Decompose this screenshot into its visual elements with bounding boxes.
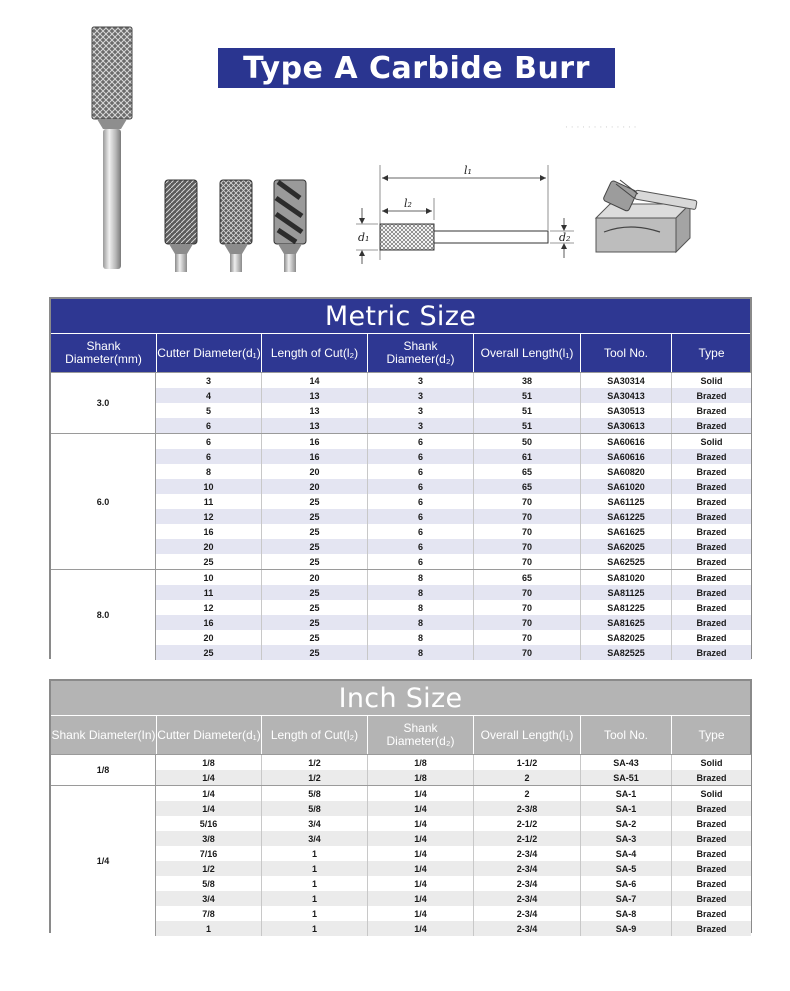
table-cell: 16 — [203, 617, 214, 628]
table-cell: 13 — [261, 418, 367, 433]
inch-table-body — [51, 754, 750, 936]
table-cell: 2-3/4 — [473, 906, 580, 921]
table-cell: 8 — [367, 570, 473, 585]
table-cell: 3 — [367, 373, 473, 388]
table-cell: 1 — [261, 921, 367, 936]
table-cell: 1/4 — [367, 906, 473, 921]
table-cell: 70 — [473, 585, 580, 600]
table-row — [156, 464, 751, 479]
table-cell: 8 — [367, 615, 473, 630]
label-d2: d₂ — [559, 231, 571, 244]
table-cell: 5/16 — [199, 818, 218, 829]
table-cell: 51 — [473, 418, 580, 433]
table-cell: Brazed — [671, 570, 751, 585]
table-cell: 5/8 — [261, 801, 367, 816]
table-cell: 51 — [473, 403, 580, 418]
table-cell: 8 — [367, 630, 473, 645]
table-cell: Brazed — [671, 524, 751, 539]
table-cell: 8 — [367, 600, 473, 615]
header-cell: Length of Cut(l₂) — [261, 716, 367, 754]
table-cell: 13 — [261, 403, 367, 418]
table-cell: Solid — [671, 434, 751, 449]
table-row — [156, 645, 751, 660]
table-cell: 70 — [473, 600, 580, 615]
row-group — [156, 372, 751, 433]
table-cell: 20 — [203, 541, 214, 552]
table-cell: 13 — [261, 388, 367, 403]
table-row — [156, 876, 751, 891]
table-cell: 3 — [367, 403, 473, 418]
table-cell: 25 — [261, 509, 367, 524]
table-cell: SA81225 — [580, 600, 671, 615]
table-cell: Brazed — [671, 554, 751, 569]
metric-header-row — [51, 333, 750, 372]
table-cell: 25 — [261, 494, 367, 509]
table-cell: SA61625 — [580, 524, 671, 539]
table-cell: 1/2 — [261, 770, 367, 785]
table-cell: 25 — [203, 647, 214, 658]
table-cell: 20 — [261, 479, 367, 494]
label-d1: d₁ — [358, 231, 370, 244]
table-cell: SA-4 — [580, 846, 671, 861]
table-row — [156, 801, 751, 816]
header-cell: Shank Diameter(In) — [51, 727, 156, 742]
table-cell: SA60616 — [580, 434, 671, 449]
inch-header-row — [51, 715, 750, 754]
table-row — [156, 554, 751, 569]
table-cell: Brazed — [671, 585, 751, 600]
table-cell: 2 — [473, 770, 580, 785]
table-cell: 6 — [367, 464, 473, 479]
table-cell: SA81125 — [580, 585, 671, 600]
header-cell: Shank Diameter(mm) — [65, 339, 142, 366]
table-cell: 25 — [261, 645, 367, 660]
table-cell: 2-3/4 — [473, 876, 580, 891]
table-cell: 2 — [473, 786, 580, 801]
table-cell: 1/4 — [367, 831, 473, 846]
table-cell: 7/8 — [202, 908, 215, 919]
header-cell: Shank Diameter(d₂) — [367, 334, 473, 372]
inch-table-title: Inch Size — [51, 681, 750, 715]
table-cell: SA30413 — [580, 388, 671, 403]
dimension-diagram — [348, 160, 583, 268]
table-cell: Brazed — [671, 645, 751, 660]
table-cell: SA-51 — [580, 770, 671, 785]
table-cell: 20 — [261, 570, 367, 585]
table-cell: 70 — [473, 645, 580, 660]
table-cell: 1/4 — [202, 803, 215, 814]
table-cell: SA-2 — [580, 816, 671, 831]
table-row — [156, 570, 751, 585]
header-cell: Overall Length(l₁) — [473, 716, 580, 754]
table-cell: 65 — [473, 570, 580, 585]
table-cell: 1-1/2 — [473, 755, 580, 770]
table-cell: 3 — [367, 418, 473, 433]
header-cell: Cutter Diameter(d₁) — [156, 334, 261, 372]
table-cell: Brazed — [671, 464, 751, 479]
table-cell: SA-7 — [580, 891, 671, 906]
table-row — [156, 786, 751, 801]
header-cell: Cutter Diameter(d₁) — [156, 716, 261, 754]
table-cell: 1 — [261, 876, 367, 891]
table-cell: 6 — [367, 494, 473, 509]
table-cell: 1 — [261, 846, 367, 861]
table-cell: SA-43 — [580, 755, 671, 770]
table-row — [156, 755, 751, 770]
table-cell: 2-1/2 — [473, 831, 580, 846]
table-cell: 51 — [473, 388, 580, 403]
table-cell: 6 — [367, 449, 473, 464]
table-cell: 1/4 — [202, 788, 215, 799]
table-cell: Brazed — [671, 861, 751, 876]
table-cell: 1 — [205, 923, 211, 934]
table-cell: 3/8 — [202, 833, 215, 844]
table-cell: 12 — [203, 602, 214, 613]
table-cell: Brazed — [671, 846, 751, 861]
table-row — [156, 831, 751, 846]
header-cell: Tool No. — [580, 334, 671, 372]
table-row — [156, 585, 751, 600]
table-cell: Brazed — [671, 891, 751, 906]
page-title: Type A Carbide Burr — [218, 48, 615, 88]
shank-diameter-cell: 6.0 — [51, 433, 156, 569]
table-row — [156, 509, 751, 524]
table-row — [156, 494, 751, 509]
inch-size-table — [49, 679, 752, 933]
table-cell: SA61125 — [580, 494, 671, 509]
table-cell: 25 — [261, 585, 367, 600]
table-row — [156, 906, 751, 921]
table-cell: 2-3/8 — [473, 801, 580, 816]
table-cell: 3 — [205, 375, 211, 386]
shank-diameter-cell: 8.0 — [51, 569, 156, 660]
table-row — [156, 630, 751, 645]
table-cell: SA61020 — [580, 479, 671, 494]
header-cell: Type — [671, 716, 751, 754]
table-cell: 6 — [367, 434, 473, 449]
table-row — [156, 524, 751, 539]
table-row — [156, 891, 751, 906]
table-cell: Brazed — [671, 816, 751, 831]
row-group — [156, 785, 751, 936]
watermark: · · · · · · · · · · · · · — [565, 123, 637, 133]
table-cell: 1/8 — [367, 755, 473, 770]
table-cell: 1/4 — [367, 801, 473, 816]
table-cell: SA-1 — [580, 786, 671, 801]
table-cell: Brazed — [671, 494, 751, 509]
table-cell: 8 — [367, 585, 473, 600]
table-cell: SA81020 — [580, 570, 671, 585]
table-cell: 11 — [203, 587, 214, 598]
table-cell: 2-1/2 — [473, 816, 580, 831]
table-cell: Brazed — [671, 479, 751, 494]
table-cell: 2-3/4 — [473, 861, 580, 876]
table-cell: 2-3/4 — [473, 921, 580, 936]
table-cell: Brazed — [671, 600, 751, 615]
table-cell: 7/16 — [199, 848, 218, 859]
table-cell: 1/4 — [367, 921, 473, 936]
table-cell: SA60616 — [580, 449, 671, 464]
table-cell: SA-5 — [580, 861, 671, 876]
table-cell: 4 — [205, 390, 211, 401]
header-cell: Shank Diameter(d₂) — [367, 716, 473, 754]
table-cell: 50 — [473, 434, 580, 449]
table-cell: 70 — [473, 554, 580, 569]
burr-photo-single-cut — [161, 178, 201, 273]
table-cell: 1/4 — [202, 772, 215, 783]
table-cell: 10 — [203, 572, 214, 583]
table-cell: 61 — [473, 449, 580, 464]
header-cell: Length of Cut(l₂) — [261, 334, 367, 372]
table-cell: Solid — [671, 373, 751, 388]
table-cell: SA30513 — [580, 403, 671, 418]
header-cell: Tool No. — [580, 716, 671, 754]
table-cell: 70 — [473, 539, 580, 554]
table-cell: 2-3/4 — [473, 891, 580, 906]
table-row — [156, 861, 751, 876]
table-cell: 1/4 — [367, 846, 473, 861]
table-cell: 16 — [261, 449, 367, 464]
table-cell: SA60820 — [580, 464, 671, 479]
row-group — [156, 754, 751, 785]
table-cell: 3/4 — [202, 893, 215, 904]
table-cell: Brazed — [671, 449, 751, 464]
table-cell: 1/4 — [367, 891, 473, 906]
label-l2: l₂ — [404, 197, 412, 210]
table-cell: 1 — [261, 861, 367, 876]
table-cell: 25 — [261, 539, 367, 554]
table-cell: SA61225 — [580, 509, 671, 524]
table-cell: 6 — [205, 436, 211, 447]
table-cell: Brazed — [671, 509, 751, 524]
table-cell: 6 — [205, 451, 211, 462]
table-cell: 6 — [205, 420, 211, 431]
large-burr-photo — [85, 25, 140, 273]
table-cell: 6 — [367, 509, 473, 524]
table-cell: 5 — [205, 405, 211, 416]
table-cell: SA62025 — [580, 539, 671, 554]
table-cell: SA-1 — [580, 801, 671, 816]
table-row — [156, 539, 751, 554]
table-row — [156, 373, 751, 388]
table-cell: 8 — [205, 466, 211, 477]
table-row — [156, 418, 751, 433]
table-cell: 1 — [261, 891, 367, 906]
table-cell: Brazed — [671, 831, 751, 846]
table-cell: SA82025 — [580, 630, 671, 645]
table-cell: 70 — [473, 615, 580, 630]
table-cell: 25 — [261, 615, 367, 630]
table-cell: Brazed — [671, 876, 751, 891]
table-cell: Solid — [671, 786, 751, 801]
table-cell: SA81625 — [580, 615, 671, 630]
table-cell: 14 — [261, 373, 367, 388]
table-cell: 70 — [473, 509, 580, 524]
row-group — [156, 433, 751, 569]
metric-table-title: Metric Size — [51, 299, 750, 333]
table-cell: 1/2 — [202, 863, 215, 874]
table-cell: 5/8 — [202, 878, 215, 889]
table-row — [156, 846, 751, 861]
table-cell: 10 — [203, 481, 214, 492]
table-row — [156, 403, 751, 418]
table-row — [156, 388, 751, 403]
table-cell: 70 — [473, 524, 580, 539]
table-cell: 6 — [367, 554, 473, 569]
table-cell: 16 — [261, 434, 367, 449]
table-cell: 25 — [203, 556, 214, 567]
table-row — [156, 479, 751, 494]
application-sketch — [590, 170, 705, 255]
table-cell: 3/4 — [261, 831, 367, 846]
table-cell: 70 — [473, 630, 580, 645]
table-cell: 1 — [261, 906, 367, 921]
table-cell: Brazed — [671, 921, 751, 936]
table-cell: 65 — [473, 479, 580, 494]
table-cell: 1/8 — [367, 770, 473, 785]
table-cell: SA-3 — [580, 831, 671, 846]
table-row — [156, 600, 751, 615]
table-cell: 5/8 — [261, 786, 367, 801]
header-cell: Type — [671, 334, 751, 372]
table-cell: SA82525 — [580, 645, 671, 660]
table-cell: 1/8 — [202, 757, 215, 768]
table-cell: 1/4 — [367, 816, 473, 831]
table-cell: Brazed — [671, 388, 751, 403]
table-cell: Brazed — [671, 539, 751, 554]
table-cell: Brazed — [671, 770, 751, 785]
row-group — [156, 569, 751, 660]
table-cell: 16 — [203, 526, 214, 537]
table-cell: Solid — [671, 755, 751, 770]
table-row — [156, 434, 751, 449]
table-cell: 25 — [261, 600, 367, 615]
table-row — [156, 615, 751, 630]
table-cell: 6 — [367, 524, 473, 539]
table-cell: 20 — [261, 464, 367, 479]
table-cell: 3 — [367, 388, 473, 403]
table-cell: 3/4 — [261, 816, 367, 831]
table-cell: 1/4 — [367, 861, 473, 876]
burr-photo-double-cut — [216, 178, 256, 273]
table-cell: Brazed — [671, 801, 751, 816]
table-cell: 11 — [203, 496, 214, 507]
table-cell: 65 — [473, 464, 580, 479]
table-cell: 25 — [261, 524, 367, 539]
metric-size-table — [49, 297, 752, 659]
table-row — [156, 770, 751, 785]
metric-table-body — [51, 372, 750, 660]
table-cell: 8 — [367, 645, 473, 660]
table-cell: 38 — [473, 373, 580, 388]
table-cell: SA30314 — [580, 373, 671, 388]
table-cell: Brazed — [671, 630, 751, 645]
table-cell: 1/4 — [367, 876, 473, 891]
table-cell: 2-3/4 — [473, 846, 580, 861]
shank-diameter-cell: 1/4 — [51, 785, 156, 936]
table-row — [156, 449, 751, 464]
table-row — [156, 816, 751, 831]
label-l1: l₁ — [464, 164, 472, 177]
header-cell: Overall Length(l₁) — [473, 334, 580, 372]
table-cell: SA-9 — [580, 921, 671, 936]
table-cell: 6 — [367, 539, 473, 554]
table-cell: 70 — [473, 494, 580, 509]
table-cell: 1/4 — [367, 786, 473, 801]
table-cell: SA62525 — [580, 554, 671, 569]
table-cell: SA30613 — [580, 418, 671, 433]
table-cell: SA-6 — [580, 876, 671, 891]
shank-diameter-cell: 3.0 — [51, 372, 156, 433]
table-cell: 25 — [261, 630, 367, 645]
table-cell: Brazed — [671, 615, 751, 630]
burr-photo-aluminum-cut — [270, 178, 310, 273]
table-cell: Brazed — [671, 418, 751, 433]
table-cell: SA-8 — [580, 906, 671, 921]
table-cell: Brazed — [671, 403, 751, 418]
table-cell: 6 — [367, 479, 473, 494]
table-row — [156, 921, 751, 936]
table-cell: 12 — [203, 511, 214, 522]
table-cell: 20 — [203, 632, 214, 643]
shank-diameter-cell: 1/8 — [51, 754, 156, 785]
table-cell: 25 — [261, 554, 367, 569]
table-cell: 1/2 — [261, 755, 367, 770]
table-cell: Brazed — [671, 906, 751, 921]
